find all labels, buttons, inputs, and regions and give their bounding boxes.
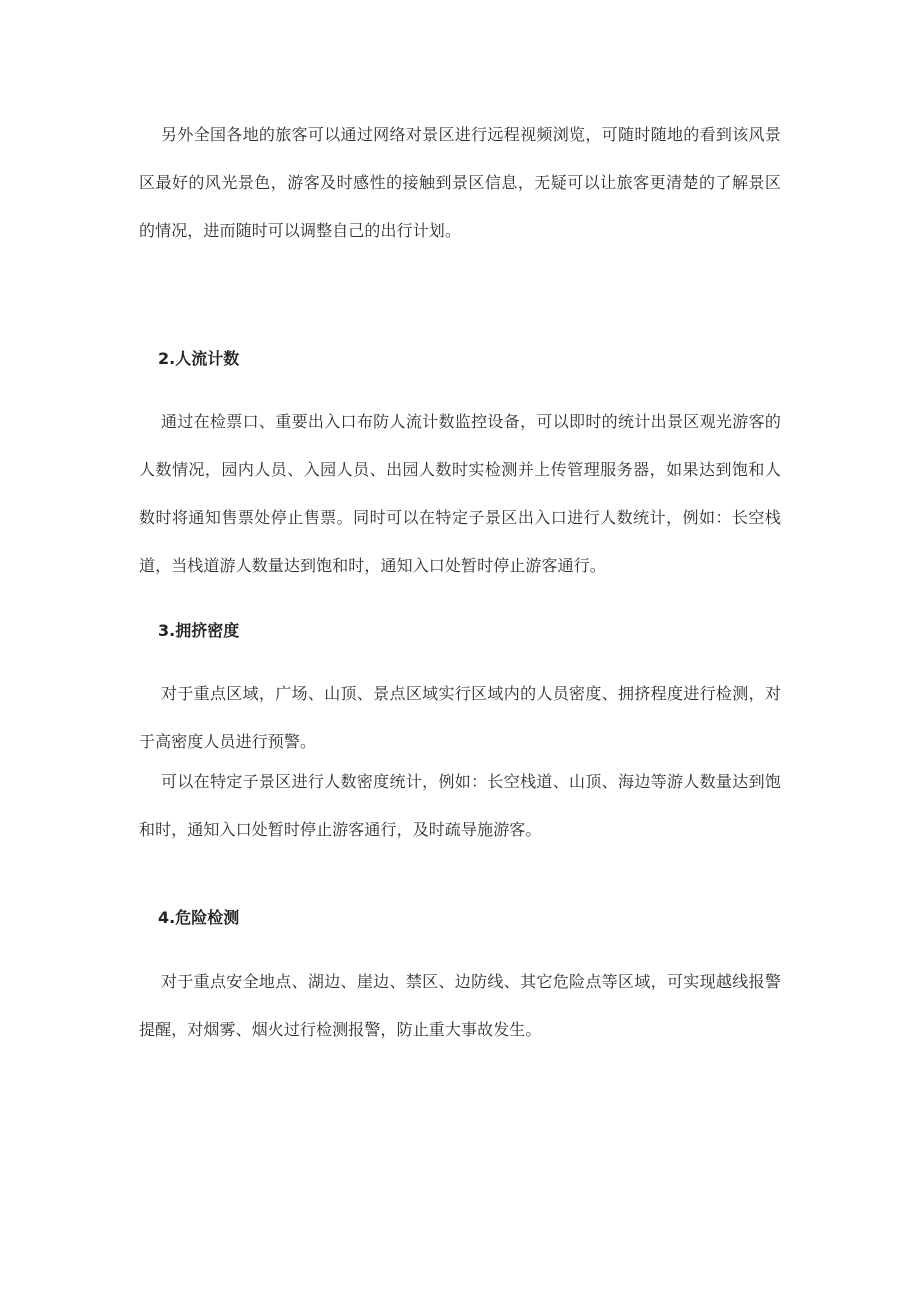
crowding-paragraph-1: 对于重点区域，广场、山顶、景点区域实行区域内的人员密度、拥挤程度进行检测，对于高密度人员进行预警。	[139, 684, 781, 751]
section-heading-danger: 4.危险检测	[158, 908, 240, 927]
section-heading-crowding: 3.拥挤密度	[158, 621, 240, 640]
section-heading-people-counting: 2.人流计数	[158, 349, 240, 368]
crowding-paragraph-2: 可以在特定子景区进行人数密度统计，例如：长空栈道、山顶、海边等游人数量达到饱和时，通知入口处暂时停止游客通行，及时疏导施游客。	[139, 772, 781, 839]
intro-paragraph: 另外全国各地的旅客可以通过网络对景区进行远程视频浏览，可随时随地的看到该风景区最好的风光景色，游客及时感性的接触到景区信息，无疑可以让旅客更清楚的了解景区的情况，进而随时可以调整自己的出行计划。	[139, 125, 781, 240]
danger-paragraph: 对于重点安全地点、湖边、崖边、禁区、边防线、其它危险点等区域，可实现越线报警提醒，对烟雾、烟火过行检测报警，防止重大事故发生。	[139, 972, 781, 1039]
people-counting-paragraph: 通过在检票口、重要出入口布防人流计数监控设备，可以即时的统计出景区观光游客的人数情况，园内人员、入园人员、出园人数时实检测并上传管理服务器，如果达到饱和人数时将通知售票处停止售票。同时可以在特定子景区出入口进行人数统计，例如：长空栈道，当栈道游人数量达到饱和时，通知入口处暂时停止游客通行。	[139, 412, 781, 575]
